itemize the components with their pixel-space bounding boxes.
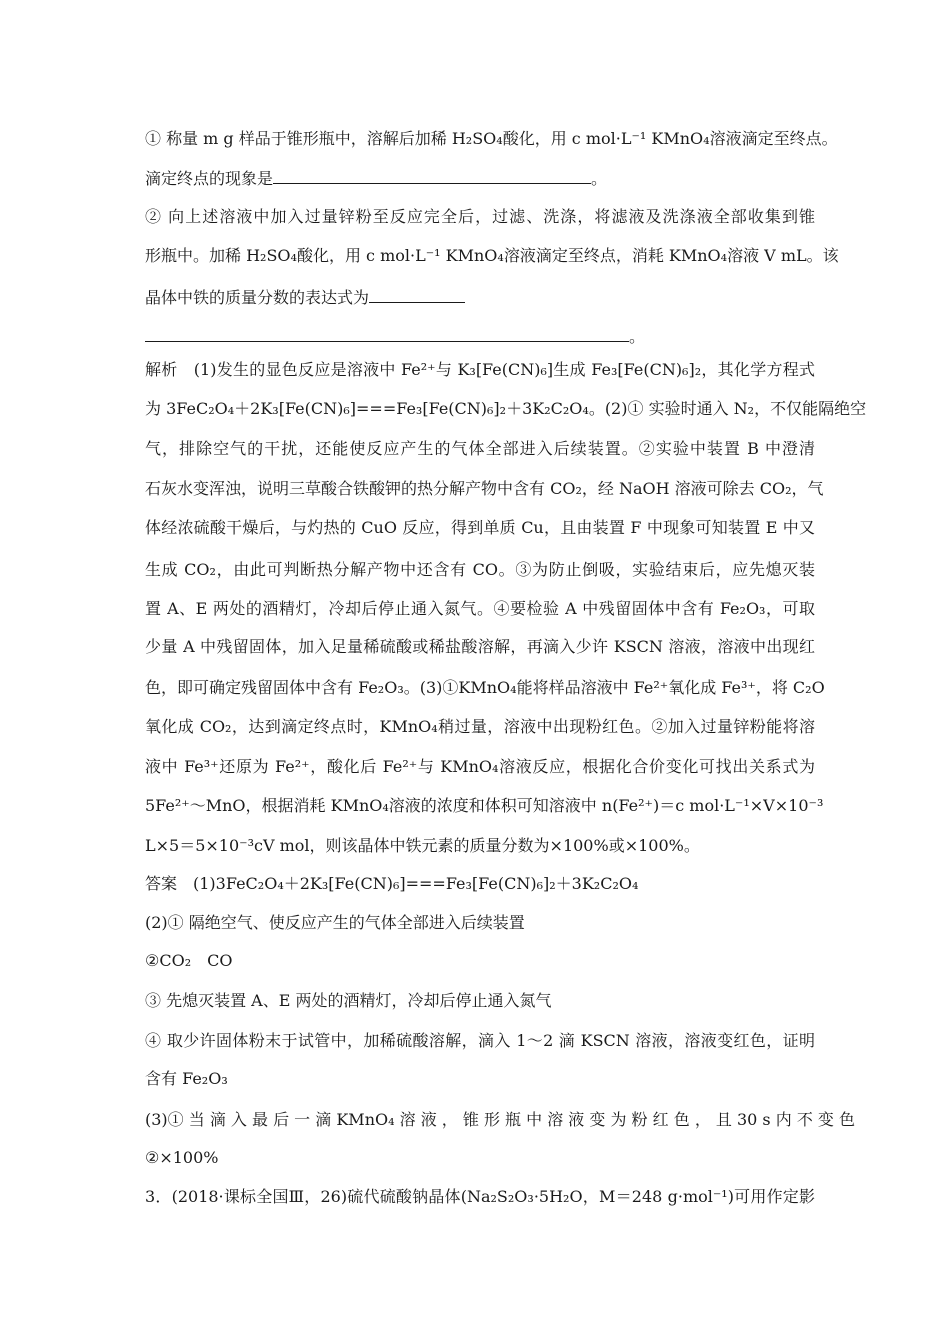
analysis-line: 置 A、E 两处的酒精灯，冷却后停止通入氮气。④要检验 A 中残留固体中含有 Fe₂O₃，可取 [145, 599, 815, 618]
line-text: 晶体中铁的质量分数的表达式为 [145, 288, 370, 307]
text-line: ② 向上述溶液中加入过量锌粉至反应完全后，过滤、洗涤，将滤液及洗涤液全部收集到锥 [145, 207, 815, 226]
analysis-line: L×5＝5×10⁻³cV mol，则该晶体中铁元素的质量分数为×100%或×100%。 [145, 836, 700, 855]
analysis-line: 5Fe²⁺～MnO，根据消耗 KMnO₄溶液的浓度和体积可知溶液中 n(Fe²⁺)＝c mol·L⁻¹×V×10⁻³ [145, 796, 824, 815]
answer-line: 答案 (1)3FeC₂O₄＋2K₃[Fe(CN)₆]===Fe₃[Fe(CN)₆]₂＋3K₂C₂O₄ [145, 874, 639, 893]
text-line-with-blank [145, 287, 815, 309]
answer-line: ④ 取少许固体粉末于试管中，加稀硫酸溶解，滴入 1～2 滴 KSCN 溶液，溶液变红色，证明 [145, 1031, 815, 1050]
text-line-with-blank [145, 168, 815, 190]
answer-blank [145, 327, 629, 342]
analysis-line: 体经浓硫酸干燥后，与灼热的 CuO 反应，得到单质 Cu，且由装置 F 中现象可知装置 E 中又 [145, 518, 815, 537]
analysis-line: 氧化成 CO₂，达到滴定终点时，KMnO₄稍过量，溶液中出现粉红色。②加入过量锌粉能将溶 [145, 717, 815, 736]
analysis-line: 为 3FeC₂O₄＋2K₃[Fe(CN)₆]===Fe₃[Fe(CN)₆]₂＋3K₂C₂O₄。(2)① 实验时通入 N₂，不仅能隔绝空 [145, 399, 867, 418]
answer-line: ②×100% [145, 1148, 219, 1167]
line-suffix: 。 [591, 169, 608, 188]
analysis-line: 色，即可确定残留固体中含有 Fe₂O₃。(3)①KMnO₄能将样品溶液中 Fe²⁺氧化成 Fe³⁺，将 C₂O [145, 678, 825, 697]
line-text: 滴定终点的现象是 [145, 169, 274, 188]
text-line: ① 称量 m g 样品于锥形瓶中，溶解后加稀 H₂SO₄酸化，用 c mol·L⁻¹ KMnO₄溶液滴定至终点。 [145, 129, 838, 148]
answer-line: (3)① 当 滴 入 最 后 一 滴 KMnO₄ 溶 液 ， 锥 形 瓶 中 溶 液 变 为 粉 红 色 ， 且 30 s 内 不 变 色 [145, 1110, 855, 1129]
analysis-line: 气，排除空气的干扰，还能使反应产生的气体全部进入后续装置。②实验中装置 B 中澄清 [145, 439, 815, 458]
analysis-line: 解析 (1)发生的显色反应是溶液中 Fe²⁺与 K₃[Fe(CN)₆]生成 Fe₃[Fe(CN)₆]₂，其化学方程式 [145, 360, 815, 379]
analysis-line: 少量 A 中残留固体，加入足量稀硫酸或稀盐酸溶解，再滴入少许 KSCN 溶液，溶液中出现红 [145, 637, 815, 656]
answer-line: ②CO₂ CO [145, 951, 233, 970]
text-line: 形瓶中。加稀 H₂SO₄酸化，用 c mol·L⁻¹ KMnO₄溶液滴定至终点，消耗 KMnO₄溶液 V mL。该 [145, 246, 839, 265]
question-line: 3．(2018·课标全国Ⅲ，26)硫代硫酸钠晶体(Na₂S₂O₃·5H₂O，M＝248 g·mol⁻¹)可用作定影 [145, 1187, 815, 1206]
analysis-line: 液中 Fe³⁺还原为 Fe²⁺，酸化后 Fe²⁺与 KMnO₄溶液反应，根据化合价变化可找出关系式为 [145, 757, 815, 776]
analysis-line: 生成 CO₂，由此可判断热分解产物中还含有 CO。③为防止倒吸，实验结束后，应先熄灭装 [145, 560, 815, 579]
answer-blank [273, 169, 591, 184]
answer-line: ③ 先熄灭装置 A、E 两处的酒精灯，冷却后停止通入氮气 [145, 991, 552, 1010]
answer-line: (2)① 隔绝空气、使反应产生的气体全部进入后续装置 [145, 913, 525, 932]
answer-line: 含有 Fe₂O₃ [145, 1069, 228, 1088]
answer-blank [369, 288, 465, 303]
line-suffix: 。 [629, 327, 646, 346]
text-line-with-blank [145, 326, 815, 348]
analysis-line: 石灰水变浑浊，说明三草酸合铁酸钾的热分解产物中含有 CO₂，经 NaOH 溶液可除去 CO₂，气 [145, 479, 824, 498]
